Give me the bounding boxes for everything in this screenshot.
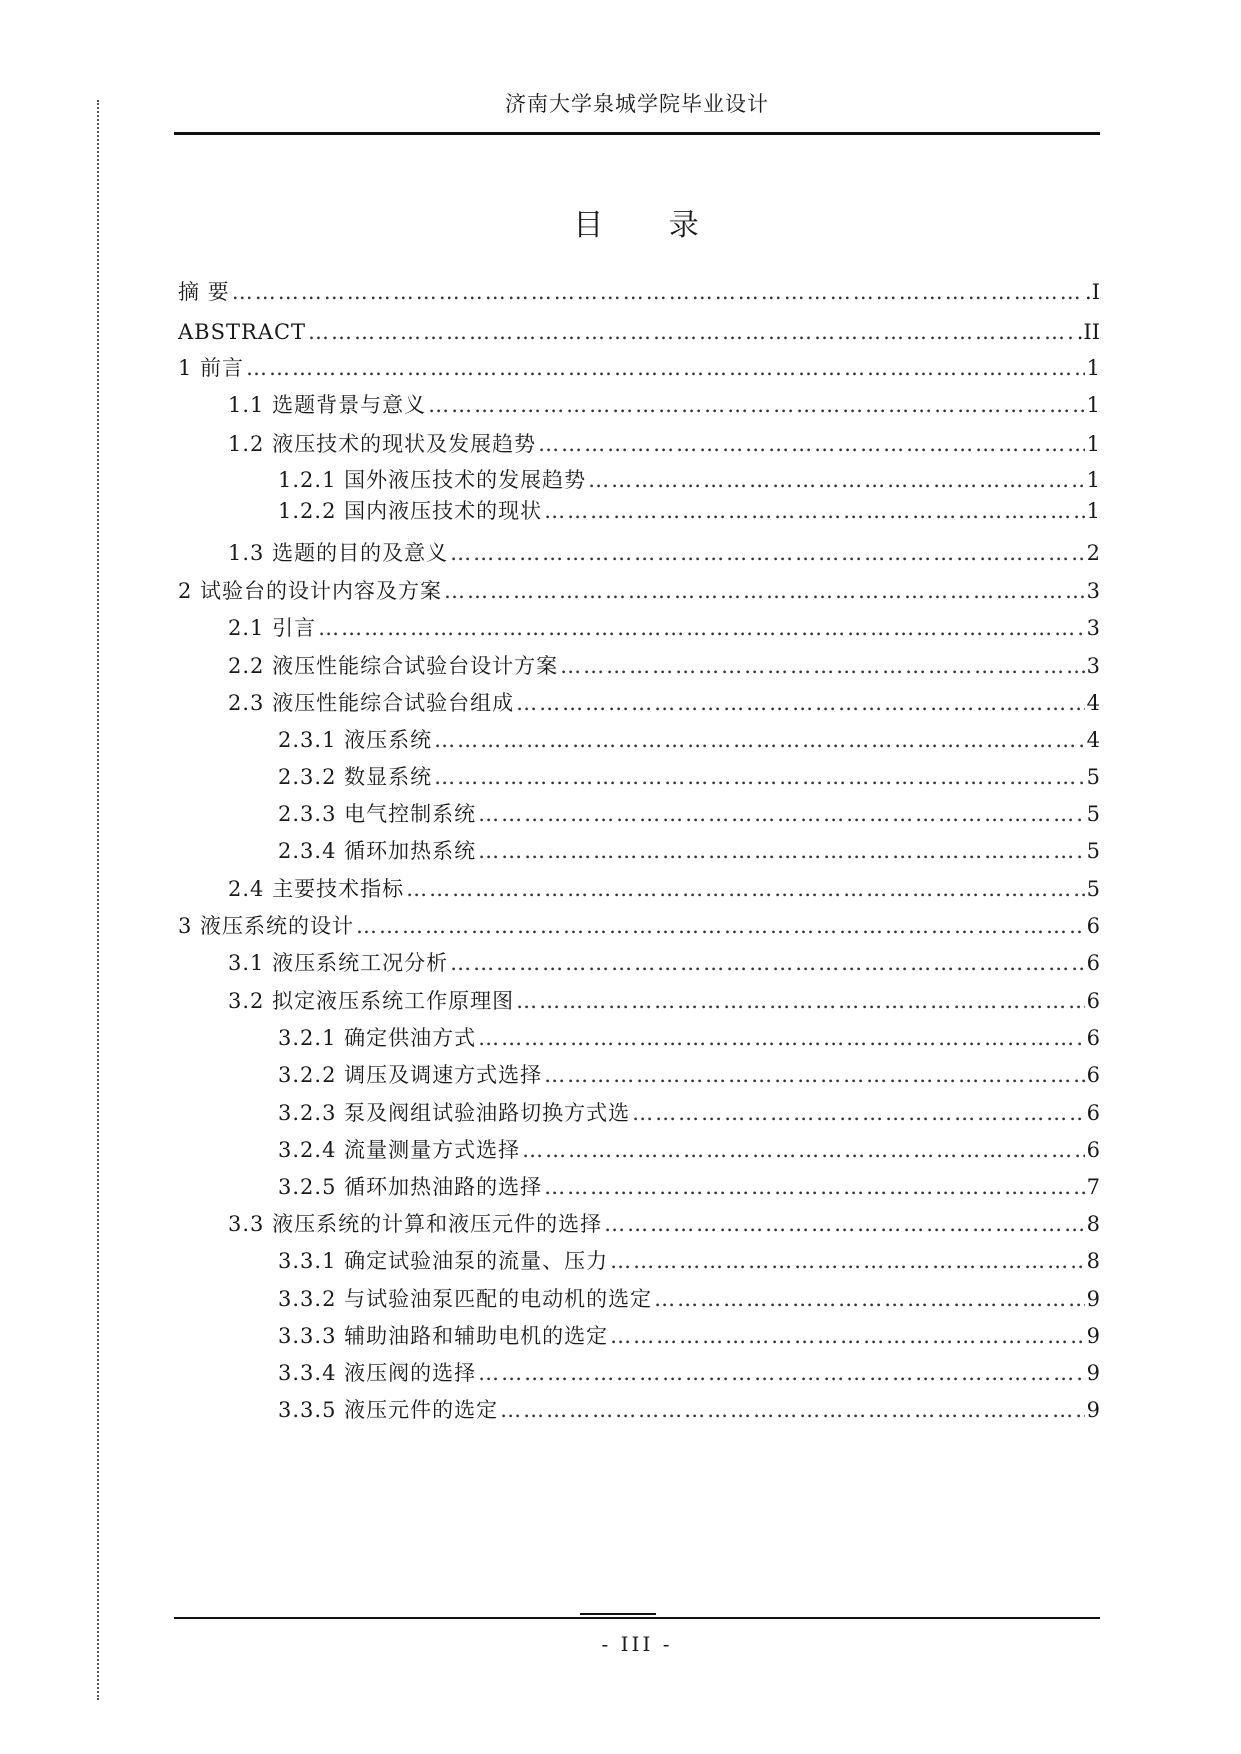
- binding-margin-line: [97, 100, 99, 1700]
- toc-entry[interactable]: [228, 539, 1100, 567]
- toc-leader-dots: [544, 1173, 1085, 1201]
- toc-leader-dots: [246, 354, 1085, 382]
- toc-entry-page: 5: [1086, 877, 1100, 901]
- toc-entry-label: 2.2 液压性能综合试验台设计方案: [228, 654, 559, 678]
- toc-entry-label: ABSTRACT: [178, 320, 307, 344]
- toc-leader-dots: [450, 949, 1085, 977]
- toc-entry-label: 3.2.1 确定供油方式: [278, 1026, 477, 1050]
- toc-entry-label: 1 前言: [178, 356, 245, 380]
- toc-entry-label: 2.3.1 液压系统: [278, 728, 433, 752]
- toc-entry-label: 3.3.2 与试验油泵匹配的电动机的选定: [278, 1287, 653, 1311]
- toc-leader-dots: [428, 391, 1085, 419]
- toc-entry-label: 1.1 选题背景与意义: [228, 393, 427, 417]
- toc-entry-page: 6: [1086, 989, 1100, 1013]
- toc-title: 目 录: [573, 208, 701, 243]
- toc-entry-page: 6: [1086, 914, 1100, 938]
- toc-leader-dots: [478, 1024, 1085, 1052]
- toc-entry-page: 6: [1086, 1026, 1100, 1050]
- toc-entry-page: 1: [1086, 356, 1100, 380]
- toc-entry-label: 3.2.2 调压及调速方式选择: [278, 1063, 543, 1087]
- toc-entry-page: 3: [1086, 616, 1100, 640]
- toc-entry[interactable]: [278, 1136, 1100, 1164]
- toc-leader-dots: [478, 1359, 1085, 1387]
- toc-entry-label: 3.2.3 泵及阀组试验油路切换方式选: [278, 1101, 631, 1125]
- toc-entry-page: 5: [1086, 765, 1100, 789]
- toc-entry[interactable]: [228, 689, 1100, 717]
- toc-leader-dots: [478, 800, 1085, 828]
- toc-entry-page: 4: [1086, 691, 1100, 715]
- toc-entry-label: 2.3.2 数显系统: [278, 765, 433, 789]
- toc-entry[interactable]: [278, 1359, 1100, 1387]
- toc-leader-dots: [632, 1099, 1085, 1127]
- toc-entry-label: 1.3 选题的目的及意义: [228, 541, 449, 565]
- toc-leader-dots: [478, 837, 1085, 865]
- toc-entry-page: 2: [1086, 541, 1100, 565]
- toc-leader-dots: [610, 1322, 1085, 1350]
- toc-entry-page: 3: [1086, 579, 1100, 603]
- toc-entry[interactable]: [178, 912, 1100, 940]
- toc-entry-page: 8: [1086, 1249, 1100, 1273]
- toc-entry-label: 3.3.1 确定试验油泵的流量、压力: [278, 1249, 609, 1273]
- toc-entry-label: 1.2 液压技术的现状及发展趋势: [228, 432, 537, 456]
- toc-entry-page: 7: [1086, 1175, 1100, 1199]
- toc-entry-label: 3.3 液压系统的计算和液压元件的选择: [228, 1212, 603, 1236]
- toc-leader-dots: [610, 1247, 1085, 1275]
- toc-entry-page: .II: [1076, 320, 1100, 344]
- toc-leader-dots: [604, 1210, 1085, 1238]
- toc-entry[interactable]: [278, 1247, 1100, 1275]
- toc-leader-dots: [318, 614, 1085, 642]
- toc-entry-label: 3.3.4 液压阀的选择: [278, 1361, 477, 1385]
- toc-entry-label: 2.3 液压性能综合试验台组成: [228, 691, 515, 715]
- toc-entry-label: 2.3.3 电气控制系统: [278, 802, 477, 826]
- toc-entry-page: 5: [1086, 802, 1100, 826]
- toc-entry-page: 6: [1086, 1101, 1100, 1125]
- toc-entry[interactable]: [278, 837, 1100, 865]
- toc-leader-dots: [444, 577, 1085, 605]
- toc-entry[interactable]: [228, 614, 1100, 642]
- toc-entry-label: 3.1 液压系统工况分析: [228, 951, 449, 975]
- toc-leader-dots: [356, 912, 1085, 940]
- toc-entry[interactable]: [278, 1285, 1100, 1313]
- toc-entry[interactable]: [278, 800, 1100, 828]
- toc-entry[interactable]: [178, 278, 1100, 306]
- toc-leader-dots: [544, 1061, 1085, 1089]
- toc-entry-page: 9: [1086, 1398, 1100, 1422]
- toc-entry-label: 3.3.3 辅助油路和辅助电机的选定: [278, 1324, 609, 1348]
- toc-leader-dots: [654, 1285, 1085, 1313]
- toc-entry[interactable]: [228, 1210, 1100, 1238]
- toc-entry-page: 9: [1086, 1287, 1100, 1311]
- toc-entry[interactable]: [278, 1173, 1100, 1201]
- page-header-title: 济南大学泉城学院毕业设计: [505, 92, 769, 116]
- toc-entry[interactable]: [278, 466, 1100, 494]
- toc-entry[interactable]: [278, 1322, 1100, 1350]
- toc-entry[interactable]: [228, 430, 1100, 458]
- toc-leader-dots: [516, 689, 1085, 717]
- toc-entry[interactable]: [178, 354, 1100, 382]
- toc-entry-page: .I: [1085, 280, 1100, 304]
- toc-entry-label: 1.2.2 国内液压技术的现状: [278, 499, 543, 523]
- toc-entry[interactable]: [228, 987, 1100, 1015]
- toc-entry[interactable]: [278, 763, 1100, 791]
- toc-leader-dots: [522, 1136, 1085, 1164]
- toc-entry[interactable]: [278, 497, 1100, 525]
- toc-entry-label: 2.3.4 循环加热系统: [278, 839, 477, 863]
- toc-entry-label: 3 液压系统的设计: [178, 914, 355, 938]
- toc-entry-label: 3.2.4 流量测量方式选择: [278, 1138, 521, 1162]
- toc-entry[interactable]: [228, 949, 1100, 977]
- toc-entry[interactable]: [178, 577, 1100, 605]
- toc-entry-label: 3.2.5 循环加热油路的选择: [278, 1175, 543, 1199]
- toc-entry-label: 2.4 主要技术指标: [228, 877, 405, 901]
- toc-entry[interactable]: [278, 1024, 1100, 1052]
- toc-leader-dots: [434, 763, 1085, 791]
- toc-entry[interactable]: [178, 318, 1100, 346]
- toc-entry[interactable]: [228, 875, 1100, 903]
- toc-leader-dots: [516, 987, 1085, 1015]
- toc-leader-dots: [500, 1396, 1085, 1424]
- toc-entry-label: 3.2 拟定液压系统工作原理图: [228, 989, 515, 1013]
- toc-entry-label: 1.2.1 国外液压技术的发展趋势: [278, 468, 587, 492]
- header-divider: [174, 132, 1100, 135]
- toc-entry[interactable]: [278, 726, 1100, 754]
- page-number: - III -: [601, 1632, 673, 1656]
- toc-leader-dots: [450, 539, 1085, 567]
- toc-entry-label: 摘 要: [178, 280, 230, 304]
- toc-entry-label: 2 试验台的设计内容及方案: [178, 579, 443, 603]
- toc-entry-page: 3: [1086, 654, 1100, 678]
- toc-entry-page: 8: [1086, 1212, 1100, 1236]
- toc-entry-page: 6: [1086, 1138, 1100, 1162]
- toc-leader-dots: [588, 466, 1085, 494]
- toc-entry-page: 1: [1086, 393, 1100, 417]
- toc-entry-page: 9: [1086, 1324, 1100, 1348]
- toc-leader-dots: [538, 430, 1085, 458]
- toc-leader-dots: [308, 318, 1075, 346]
- toc-entry-page: 1: [1086, 432, 1100, 456]
- toc-entry[interactable]: [278, 1061, 1100, 1089]
- footer-accent-rule: [580, 1613, 656, 1615]
- toc-entry-page: 1: [1086, 468, 1100, 492]
- toc-entry-label: 3.3.5 液压元件的选定: [278, 1398, 499, 1422]
- toc-leader-dots: [406, 875, 1085, 903]
- toc-entry-label: 2.1 引言: [228, 616, 317, 640]
- footer-divider: [174, 1617, 1100, 1619]
- toc-entry-page: 4: [1086, 728, 1100, 752]
- toc-entry[interactable]: [278, 1099, 1100, 1127]
- toc-entry-page: 1: [1086, 499, 1100, 523]
- toc-leader-dots: [544, 497, 1085, 525]
- toc-entry[interactable]: [228, 652, 1100, 680]
- toc-entry-page: 5: [1086, 839, 1100, 863]
- toc-leader-dots: [560, 652, 1085, 680]
- toc-entry[interactable]: [228, 391, 1100, 419]
- toc-entry[interactable]: [278, 1396, 1100, 1424]
- toc-leader-dots: [232, 278, 1083, 306]
- toc-entry-page: 6: [1086, 951, 1100, 975]
- toc-entry-page: 9: [1086, 1361, 1100, 1385]
- toc-leader-dots: [434, 726, 1085, 754]
- toc-entry-page: 6: [1086, 1063, 1100, 1087]
